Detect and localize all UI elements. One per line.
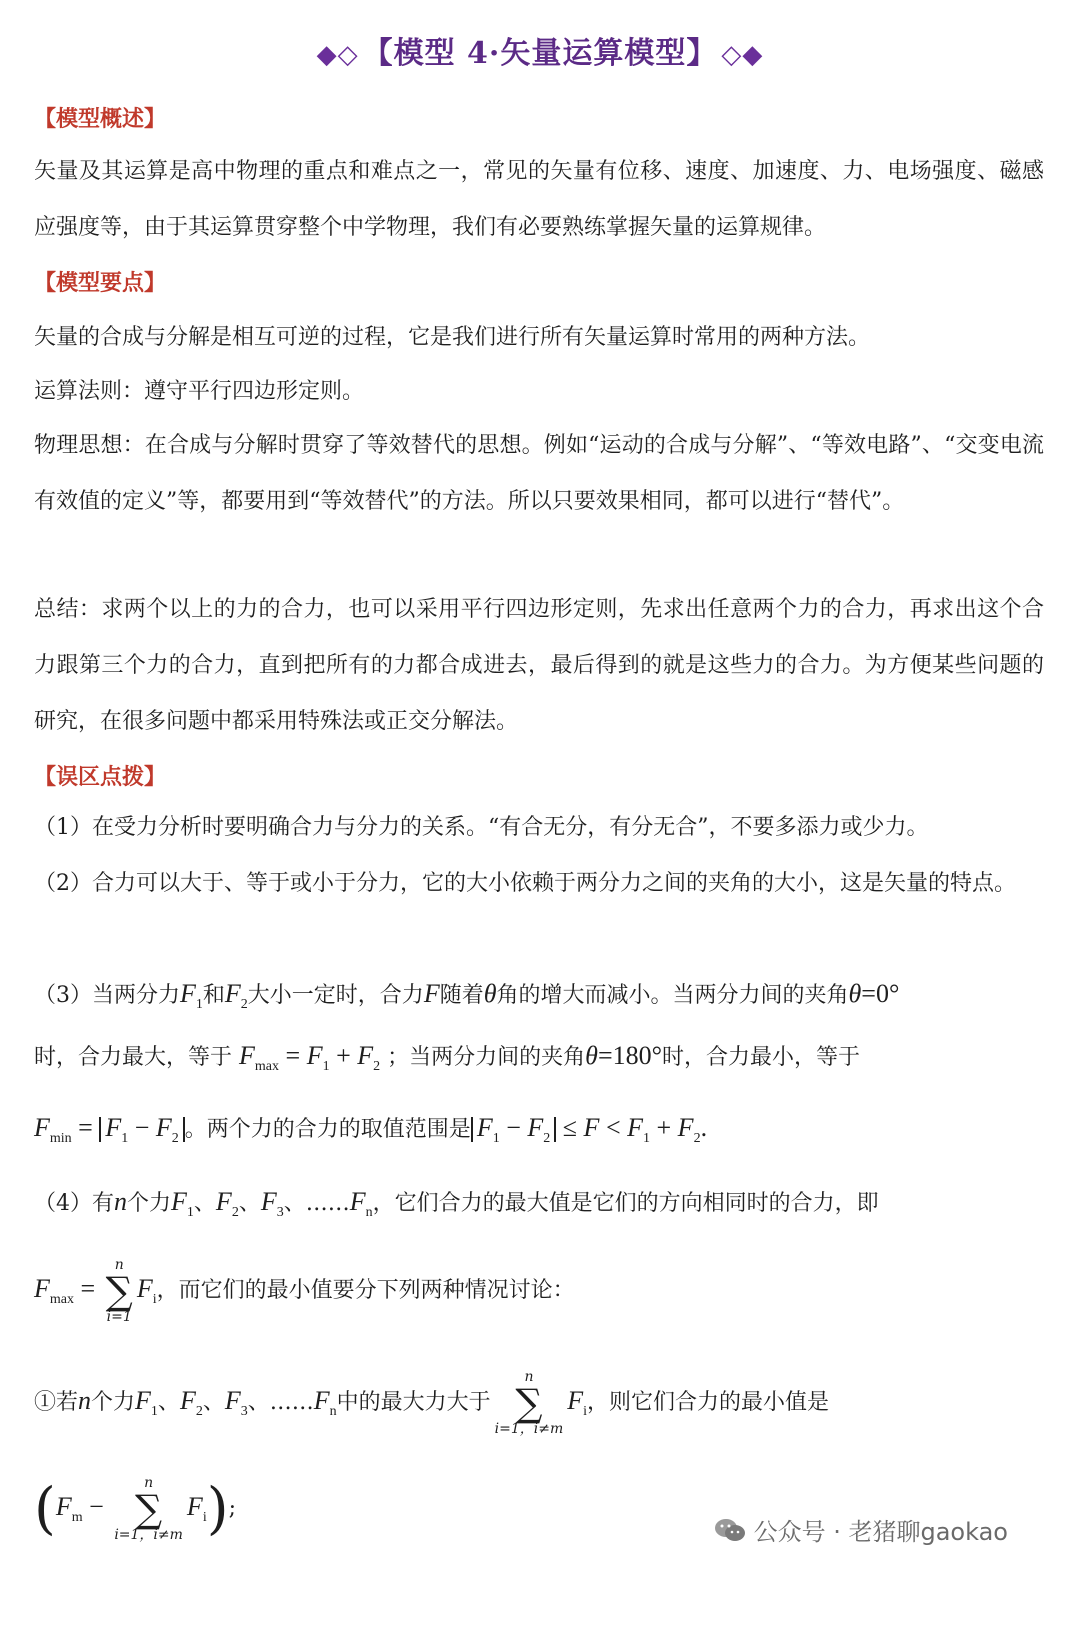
watermark-text: 公众号 · 老猪聊gaokao [753,1518,1008,1546]
title-deco-left: ◆◇ [316,40,359,70]
heading-points: 【模型要点】 [34,270,167,296]
pitfall-item-3-line1: （3）当两分力$F_1$和$F_2$大小一定时，合力F随着θ角的增大而减小。当两分力间的夹角θ=0° [34,979,900,1013]
pitfall-item-3-line2: 时，合力最大，等于 $F_{max} = F_1 + F_2$ ；当两分力间的夹角θ=180°时，合力最小，等于 [34,1041,861,1075]
case-1-result: ($F_m$ − n ∑ i=1，i≠m $F_i$); [34,1475,236,1543]
points-p1: 矢量的合成与分解是相互可逆的过程，它是我们进行所有矢量运算时常用的两种方法。 [34,325,871,350]
overview-text: 矢量及其运算是高中物理的重点和难点之一，常见的矢量有位移、速度、加速度、力、电场强度、磁感应强度等，由于其运算贯穿整个中学物理，我们有必要熟练掌握矢量的运算规律。 [34,159,1044,240]
heading-overview: 【模型概述】 [34,106,167,132]
title-text: 【模型 4·矢量运算模型】 [362,36,718,71]
summation-symbol: n ∑ i=1 [105,1257,133,1325]
watermark [714,1512,1008,1547]
pitfall-item-3-line3: $F_{min} = F_1 - F_2$ 。两个力的合力的取值范围是 $F_1 - F_2 \le F < F_1 + F_2$. [34,1113,708,1147]
summation-symbol: n ∑ i=1，i≠m [494,1369,564,1437]
points-p4: 总结：求两个以上的力的合力，也可以采用平行四边形定则，先求出任意两个力的合力，再求出这个合力跟第三个力的合力，直到把所有的力都合成进去，最后得到的就是这些力的合力。为方便某些问题的研究，在很多问题中都采用特殊法或正交分解法。 [34,597,1044,734]
points-p3: 物理思想：在合成与分解时贯穿了等效替代的思想。例如“运动的合成与分解”、“等效电路”、“交变电流有效值的定义”等，都要用到“等效替代”的方法。所以只要效果相同，都可以进行“替代”。 [34,433,1044,514]
page-title [0,28,1080,72]
heading-pitfalls: 【误区点拨】 [34,764,167,790]
pitfall-item-4-line1: （4）有n个力$F_1$、$F_2$、$F_3$、$\dots\dots F_n$，它们合力的最大值是它们的方向相同时的合力，即 [34,1187,879,1221]
title-deco-right: ◇◆ [721,40,764,70]
case-1-line: ①若n个力$F_1$、$F_2$、$F_3$、$\dots\dots F_n$中的最大力大于 n ∑ i=1，i≠m $F_i$，则它们合力的最小值是 [34,1369,830,1437]
wechat-icon [714,1517,746,1543]
summation-symbol: n ∑ i=1，i≠m [114,1475,183,1543]
pitfall-item-1: （1）在受力分析时要明确合力与分力的关系。“有合无分，有分无合”，不要多添力或少力。 [34,815,929,840]
pitfall-item-4-line2: $F_{max}$ = n ∑ i=1 $F_i$，而它们的最小值要分下列两种情况讨论： [34,1257,575,1325]
points-p2: 运算法则：遵守平行四边形定则。 [34,379,365,404]
pitfall-item-2: （2）合力可以大于、等于或小于分力，它的大小依赖于两分力之间的夹角的大小，这是矢量的特点。 [34,871,1017,896]
